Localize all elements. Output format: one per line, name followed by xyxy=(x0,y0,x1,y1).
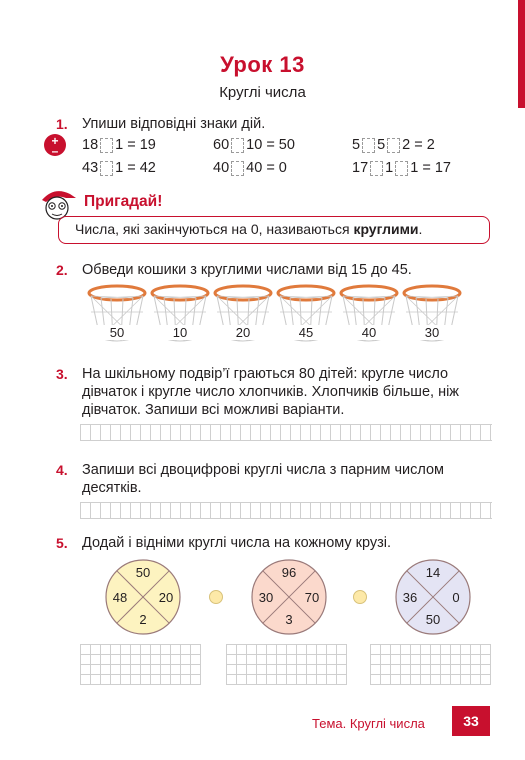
basket[interactable] xyxy=(338,284,400,346)
sign-box[interactable] xyxy=(370,161,383,176)
number-wheel xyxy=(393,557,473,637)
wheel-number-bottom: 2 xyxy=(139,612,147,627)
basket-number: 30 xyxy=(404,325,460,340)
task1-number: 1. xyxy=(56,116,68,132)
remember-title: Пригадай! xyxy=(84,193,163,210)
task3-line-3: дівчаток. Запиши всі можливі варіанти. xyxy=(82,402,345,418)
page-number: 33 xyxy=(452,706,490,736)
basket[interactable] xyxy=(212,284,274,346)
equation-3: 5 5 2 = 2 xyxy=(352,137,435,153)
sign-box[interactable] xyxy=(231,138,244,153)
basket-number: 50 xyxy=(89,325,145,340)
sign-box[interactable] xyxy=(100,161,113,176)
wheel-number-top: 96 xyxy=(281,565,297,580)
separator-dot xyxy=(209,590,223,604)
rule-box: Числа, які закінчуються на 0, називаються круглими. xyxy=(58,216,490,244)
basket[interactable] xyxy=(275,284,337,346)
basket[interactable] xyxy=(86,284,148,346)
task4-line-2: десятків. xyxy=(82,480,142,496)
answer-grid-wheel-2[interactable] xyxy=(226,644,347,685)
answer-grid-wheel-1[interactable] xyxy=(80,644,201,685)
sign-box[interactable] xyxy=(395,161,408,176)
basket-number: 20 xyxy=(215,325,271,340)
number-wheel xyxy=(249,557,329,637)
basket-number: 10 xyxy=(152,325,208,340)
task2-text: Обведи кошики з круглими числами від 15 до 45. xyxy=(82,262,412,278)
answer-grid-wheel-3[interactable] xyxy=(370,644,491,685)
equation-4: 43 1 = 42 xyxy=(82,160,156,176)
sign-box[interactable] xyxy=(231,161,244,176)
task4-line-1: Запиши всі двоцифрові круглі числа з парним числом xyxy=(82,462,445,478)
basket-number: 45 xyxy=(278,325,334,340)
number-wheel xyxy=(103,557,183,637)
sign-box[interactable] xyxy=(100,138,113,153)
task3-line-2: дівчаток і кругле число хлопчиків. Хлопчиків більше, ніж xyxy=(82,384,459,400)
wheel-number-bottom: 3 xyxy=(285,612,293,627)
lesson-subtitle: Круглі числа xyxy=(219,84,306,101)
basket[interactable] xyxy=(401,284,463,346)
separator-dot xyxy=(353,590,367,604)
wheel-number-right: 70 xyxy=(304,590,320,605)
wheel-number-left: 36 xyxy=(402,590,418,605)
task4-number: 4. xyxy=(56,462,68,478)
basket[interactable] xyxy=(149,284,211,346)
task3-line-1: На шкільному подвір’ї граються 80 дітей: кругле число xyxy=(82,366,449,382)
plus-minus-icon: + – xyxy=(44,134,66,156)
task2-number: 2. xyxy=(56,262,68,278)
basket-number: 40 xyxy=(341,325,397,340)
task5-number: 5. xyxy=(56,535,68,551)
sign-box[interactable] xyxy=(387,138,400,153)
rule-text: Числа, які закінчуються на 0, називаються xyxy=(75,221,354,237)
wheel-number-top: 14 xyxy=(425,565,441,580)
footer-topic: Тема. Круглі числа xyxy=(312,716,425,731)
equation-2: 60 10 = 50 xyxy=(213,137,295,153)
answer-grid-task4[interactable] xyxy=(80,502,492,519)
wheel-number-bottom: 50 xyxy=(425,612,441,627)
equation-1: 18 1 = 19 xyxy=(82,137,156,153)
equation-5: 40 40 = 0 xyxy=(213,160,287,176)
wheel-number-left: 48 xyxy=(112,590,128,605)
task5-text: Додай і відніми круглі числа на кожному крузі. xyxy=(82,535,392,551)
wheel-number-top: 50 xyxy=(135,565,151,580)
task3-number: 3. xyxy=(56,366,68,382)
lesson-title: Урок 13 xyxy=(220,52,305,77)
sign-box[interactable] xyxy=(362,138,375,153)
equation-6: 17 1 1 = 17 xyxy=(352,160,451,176)
wheel-number-left: 30 xyxy=(258,590,274,605)
wheel-number-right: 0 xyxy=(452,590,460,605)
wheel-number-right: 20 xyxy=(158,590,174,605)
task1-text: Упиши відповідні знаки дій. xyxy=(82,116,266,132)
answer-grid-task3[interactable] xyxy=(80,424,492,441)
rule-bold: круглими xyxy=(353,221,419,237)
